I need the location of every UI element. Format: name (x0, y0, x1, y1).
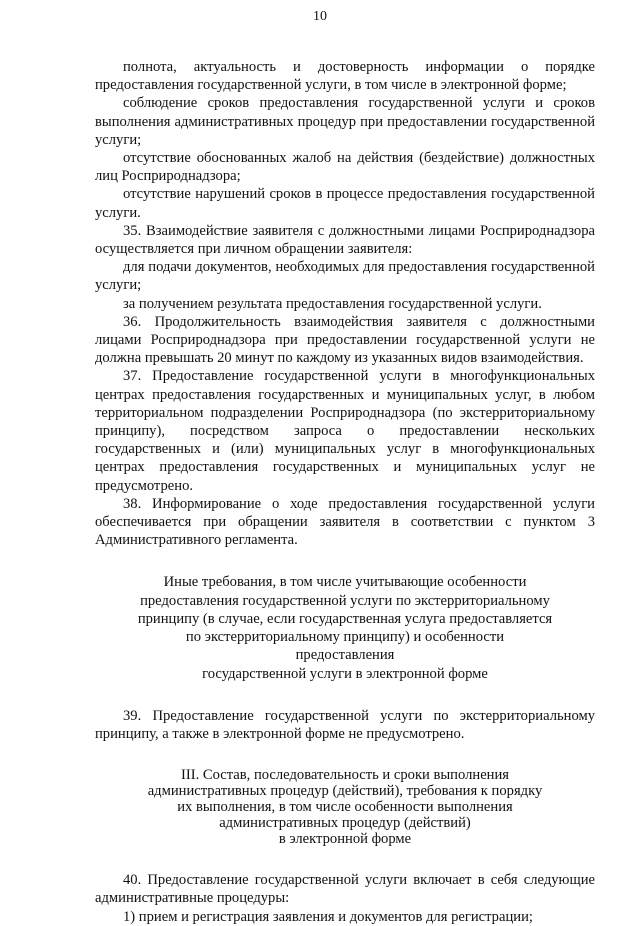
heading-line: административных процедур (действий), требования к порядку (147, 783, 543, 800)
paragraph: за получением результата предоставления государственной услуги. (123, 295, 542, 312)
paragraph-36: 36. Продолжительность взаимодействия заявителя с должностными лицами Росприроднадзора при предоставлении государственной услуги не должна превышать 20 минут по каждому из указанных видов взаимодействия. (95, 313, 595, 367)
paragraph-38: 38. Информирование о ходе предоставления государственной услуги обеспечивается при обращении заявителя в соответствии с пунктом 3 Административного регламента. (95, 495, 595, 549)
list-item: 1) прием и регистрация заявления и документов для регистрации; (123, 908, 533, 925)
heading-line: принципу (в случае, если государственная услуга предоставляется (137, 610, 553, 627)
paragraph: полнота, актуальность и достоверность информации о порядке предоставления государственной услуги, в том числе в электронной форме; (95, 59, 595, 94)
heading-line: государственной услуги в электронной форме (202, 665, 488, 682)
paragraph-35: 35. Взаимодействие заявителя с должностными лицами Росприроднадзора осуществляется при личном обращении заявителя: (95, 222, 595, 258)
paragraph: для подачи документов, необходимых для предоставления государственной услуги; (95, 259, 595, 294)
paragraph-39: 39. Предоставление государственной услуги по экстерриториальному принципу, а также в электронной форме не предусмотрено. (95, 707, 595, 742)
heading-line: в электронной форме (278, 831, 412, 848)
document-body (95, 58, 595, 926)
paragraph-group-part3 (95, 871, 595, 926)
heading-line: административных процедур (действий) (219, 815, 471, 832)
section-heading-iii (95, 767, 595, 847)
paragraph: отсутствие обоснованных жалоб на действия (бездействие) должностных лиц Росприроднадзора; (95, 150, 595, 185)
page-number: 10 (313, 9, 327, 24)
paragraph-37: 37. Предоставление государственной услуги в многофункциональных центрах предоставления государственных и муниципальных услуг, в любом территориальном подразделении Росприроднадзора (по экстерриториальному принципу), посредством запроса о предоставлении нескольких государственных и (или) муниципальных услуг в многофункциональных центрах предоставления государственных и муниципальных услуг не предусмотрено. (95, 368, 595, 494)
heading-line: предоставления государственной услуги по экстерриториальному (140, 592, 550, 609)
heading-line: III. Состав, последовательность и сроки выполнения (180, 767, 510, 784)
heading-line: их выполнения, в том числе особенности выполнения (177, 799, 513, 816)
paragraph: отсутствие нарушений сроков в процессе предоставления государственной услуги. (95, 186, 595, 221)
heading-line: по экстерриториальному принципу) и особенности предоставления (185, 629, 505, 664)
paragraph: соблюдение сроков предоставления государственной услуги и сроков выполнения административных процедур при предоставлении государственной услуги; (95, 95, 595, 148)
paragraph-group-part1 (95, 58, 595, 549)
heading-line: Иные требования, в том числе учитывающие особенности (163, 574, 527, 591)
section-heading-other-requirements (95, 573, 595, 682)
paragraph-40: 40. Предоставление государственной услуги включает в себя следующие административные процедуры: (95, 872, 595, 907)
